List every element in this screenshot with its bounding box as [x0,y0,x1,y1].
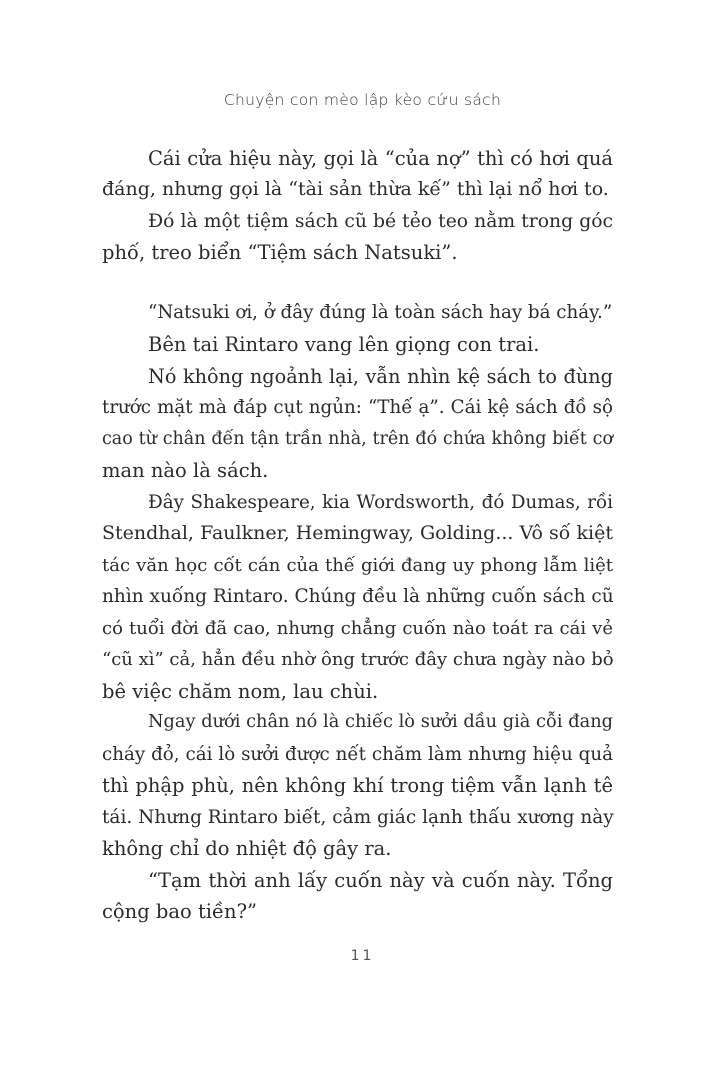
text-line: đáng, nhưng gọi là “tài sản thừa kế” thì lại nổ hơi to. [102,178,609,200]
running-header: Chuyện con mèo lập kèo cứu sách [223,91,502,109]
text-line: cháy đỏ, cái lò sưởi được nết chăm làm nhưng hiệu quả [102,744,613,765]
text-line: phố, treo biển “Tiệm sách Natsuki”. [102,241,458,264]
text-line: “cũ xì” cả, hẳn đều nhờ ông trước đây chưa ngày nào bỏ [102,649,614,670]
text-line: man nào là sách. [102,459,269,482]
text-line: thì phập phù, nên không khí trong tiệm vẫn lạnh tê [102,774,613,797]
text-line: bê việc chăm nom, lau chùi. [102,680,379,703]
text-line: Cái cửa hiệu này, gọi là “của nợ” thì có hơi quá [148,147,613,170]
text-line: Ngay dưới chân nó là chiếc lò sưởi dầu già cỗi đang [148,712,613,732]
text-line: không chỉ do nhiệt độ gây ra. [102,837,392,860]
page-number: 11 [350,948,375,964]
text-line: Nó không ngoảnh lại, vẫn nhìn kệ sách to đùng [148,365,613,388]
text-line: Đây Shakespeare, kia Wordsworth, đó Dumas, rồi [148,492,613,513]
text-line: trước mặt mà đáp cụt ngủn: “Thế ạ”. Cái kệ sách đồ sộ [102,397,613,418]
text-line: Bên tai Rintaro vang lên giọng con trai. [148,333,540,356]
text-line: nhìn xuống Rintaro. Chúng đều là những cuốn sách cũ [102,586,614,607]
text-line: “Tạm thời anh lấy cuốn này và cuốn này. Tổng [148,869,613,892]
text-line: tác văn học cốt cán của thế giới đang uy phong lẫm liệt [102,555,613,576]
text-line: có tuổi đời đã cao, nhưng chẳng cuốn nào toát ra cái vẻ [102,618,613,639]
text-line: Đó là một tiệm sách cũ bé tẻo teo nằm trong góc [148,211,613,232]
text-line: “Natsuki ơi, ở đây đúng là toàn sách hay bá cháy.” [148,302,613,323]
text-line: cộng bao tiền?” [102,900,258,923]
text-line: cao từ chân đến tận trần nhà, trên đó chứa không biết cơ [102,429,613,449]
text-line: tái. Nhưng Rintaro biết, cảm giác lạnh thấu xương này [102,807,614,828]
text-line: Stendhal, Faulkner, Hemingway, Golding... Vô số kiệt [102,522,613,544]
